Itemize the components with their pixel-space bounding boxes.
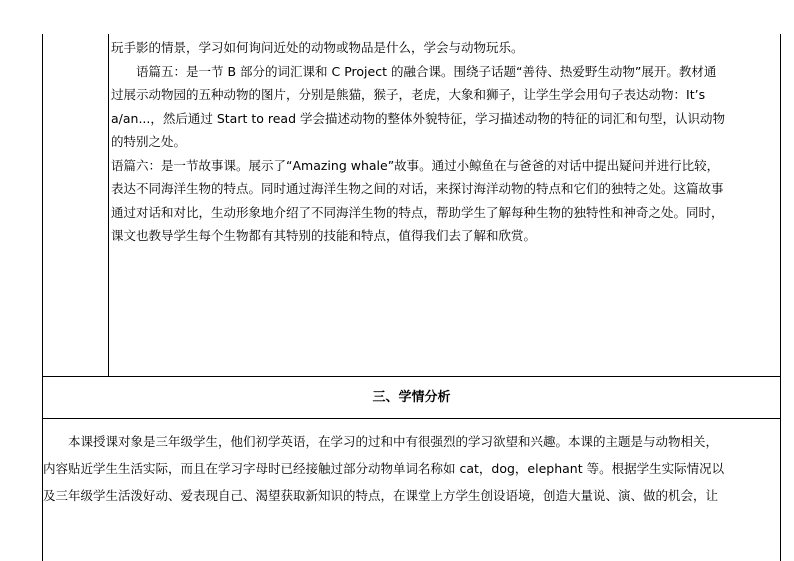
- content-line: 表达不同海洋生物的特点。同时通过海洋生物之间的对话，来探讨海洋动物的特点和它们的独特之处。这篇故事: [111, 181, 724, 196]
- table-inner-column-divider: [108, 34, 109, 376]
- content-line: 玩手影的情景，学习如何询问近处的动物或物品是什么，学会与动物玩乐。: [111, 40, 524, 55]
- learner-analysis-paragraph: [43, 428, 783, 509]
- content-line: 课文也教导学生每个生物都有其特别的技能和特点，值得我们去了解和欣赏。: [111, 228, 537, 243]
- content-line: 过展示动物园的五种动物的图片，分别是熊猫，猴子，老虎，大象和狮子，让学生学会用句子表达动物：It’s: [111, 87, 706, 102]
- lesson-content-cell: [111, 36, 781, 248]
- content-line: a/an...，然后通过 Start to read 学会描述动物的整体外貌特征，学习描述动物的特征的词汇和句型，认识动物: [111, 110, 726, 126]
- analysis-line: 内容贴近学生生活实际，而且在学习字母时已经接触过部分动物单词名称如 cat，dog，elephant 等。根据学生实际情况以: [43, 461, 725, 476]
- content-line: 的特别之处。: [111, 134, 187, 149]
- content-line: 语篇六：是一节故事课。展示了“Amazing whale”故事。通过小鲸鱼在与爸爸的对话中提出疑问并进行比较，: [111, 157, 720, 173]
- analysis-line: 本课授课对象是三年级学生，他们初学英语，在学习的过和中有很强烈的学习欲望和兴趣。本课的主题是与动物相关，: [43, 434, 719, 449]
- content-line: 语篇五：是一节 B 部分的词汇课和 C Project 的融合课。围绕子话题“善待、热爱野生动物”展开。教材通: [111, 63, 717, 79]
- analysis-line: 及三年级学生活泼好动、爱表现自己、渴望获取新知识的特点，在课堂上方学生创设语境，创造大量说、演、做的机会，让: [43, 488, 719, 503]
- table-row-divider-1: [42, 376, 781, 377]
- table-row-divider-2: [42, 418, 781, 419]
- content-line: 通过对话和对比，生动形象地介绍了不同海洋生物的特点，帮助学生了解每种生物的独特性和神奇之处。同时，: [111, 204, 724, 220]
- section-heading: 三、学情分析: [372, 390, 451, 405]
